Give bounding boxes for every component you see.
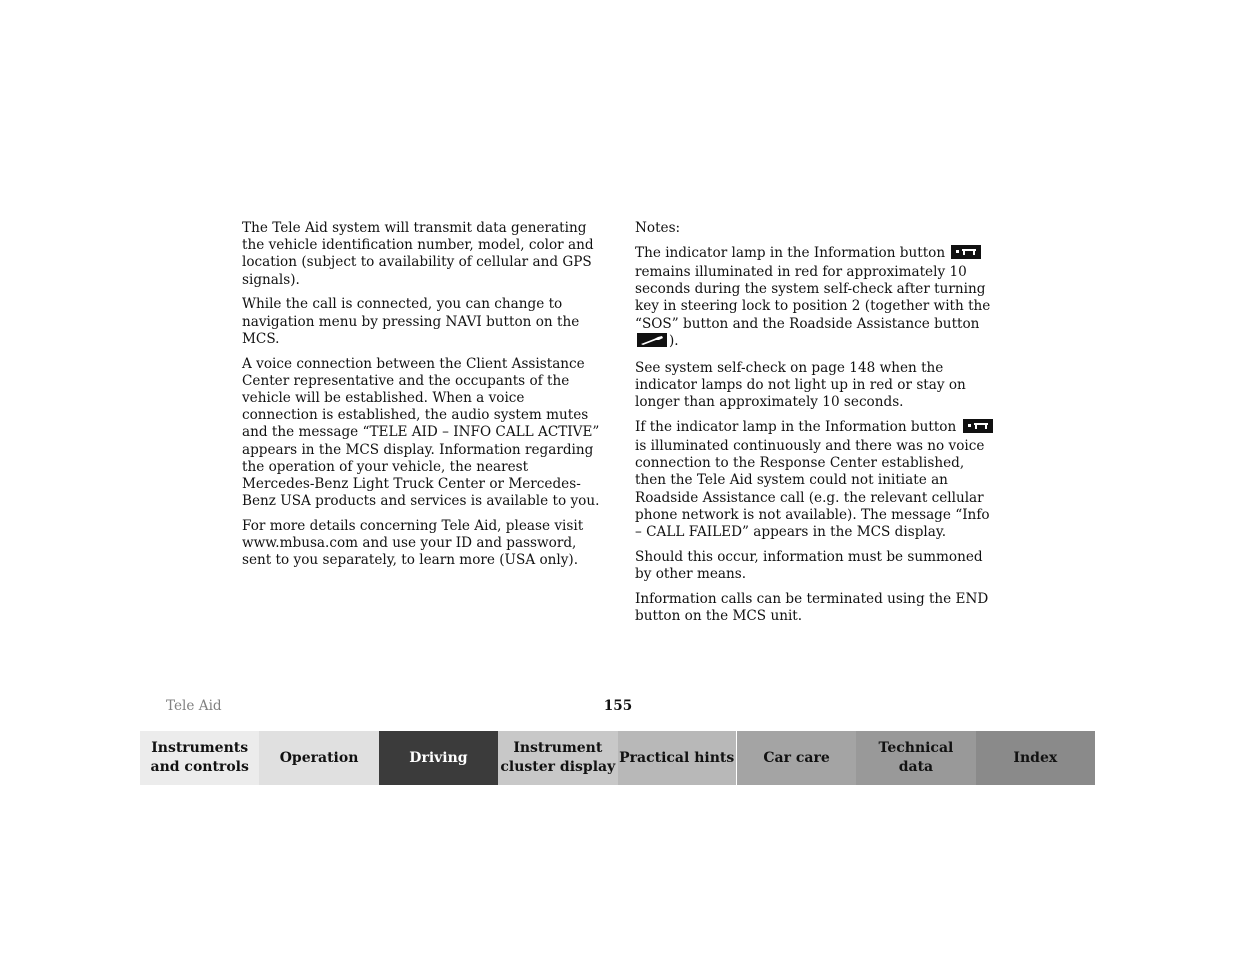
tab-car-care[interactable]: Car care — [737, 731, 856, 785]
note-indicator-lamp-text-c: ). — [669, 332, 679, 349]
info-button-icon — [951, 245, 981, 264]
note-call-failed-text-a: If the indicator lamp in the Information button — [635, 418, 957, 435]
note-end-button: Information calls can be terminated using the END button on the MCS unit. — [635, 590, 989, 625]
note-other-means: Should this occur, information must be summoned by other means. — [635, 548, 983, 583]
info-button-icon — [963, 419, 993, 438]
note-indicator-lamp-text-b: remains illuminated in red for approximately 10 seconds during the system self-check after turning key in steering lock to position 2 (together with the “SOS” button and the Roadside Assistance button — [635, 264, 991, 332]
tab-practical-hints[interactable]: Practical hints — [618, 731, 737, 785]
paragraph-data-transmission: The Tele Aid system will transmit data generating the vehicle identification number, model, color and location (subject to availability of cellular and GPS signals). — [242, 220, 594, 288]
note-self-check: See system self-check on page 148 when the indicator lamps do not light up in red or stay on longer than approximately 10 seconds. — [635, 359, 966, 411]
tab-instrument-cluster-display[interactable]: Instrument cluster display — [498, 731, 617, 785]
tab-technical-data[interactable]: Technical data — [856, 731, 975, 785]
page-number: 155 — [603, 698, 633, 714]
note-indicator-lamp-text-a: The indicator lamp in the Information button — [635, 244, 946, 261]
section-title: Tele Aid — [166, 698, 222, 714]
paragraph-voice-connection: A voice connection between the Client Assistance Center representative and the occupants of the vehicle will be established. When a voice connection is established, the audio system mutes and the message “TELE AID – INFO CALL ACTIVE” appears in the MCS display. Information regarding the operation of your vehicle, the nearest Mercedes-Benz Light Truck Center or Mercedes-Benz USA products and services is available to you. — [242, 355, 600, 510]
tab-operation[interactable]: Operation — [259, 731, 378, 785]
chapter-navigation-bar — [140, 731, 1095, 785]
right-text-column — [635, 220, 997, 633]
notes-heading: Notes: — [635, 220, 681, 236]
note-call-failed-text-b: is illuminated continuously and there was no voice connection to the Response Center established, then the Tele Aid system could not initiate an Roadside Assistance call (e.g. the relevant cellular phone network is not available). The message “Info – CALL FAILED” appears in the MCS display. — [635, 438, 990, 541]
left-text-column — [242, 220, 604, 577]
paragraph-navi-menu: While the call is connected, you can change to navigation menu by pressing NAVI button on the MCS. — [242, 296, 580, 347]
note-indicator-lamp — [635, 245, 997, 352]
tab-index[interactable]: Index — [976, 731, 1095, 785]
tab-instruments-and-controls[interactable]: Instruments and controls — [140, 731, 259, 785]
roadside-assistance-button-icon — [637, 333, 667, 352]
note-call-failed — [635, 419, 997, 541]
tab-driving[interactable]: Driving — [379, 731, 498, 785]
paragraph-more-details: For more details concerning Tele Aid, please visit www.mbusa.com and use your ID and password, sent to you separately, to learn more (USA only). — [242, 518, 584, 569]
